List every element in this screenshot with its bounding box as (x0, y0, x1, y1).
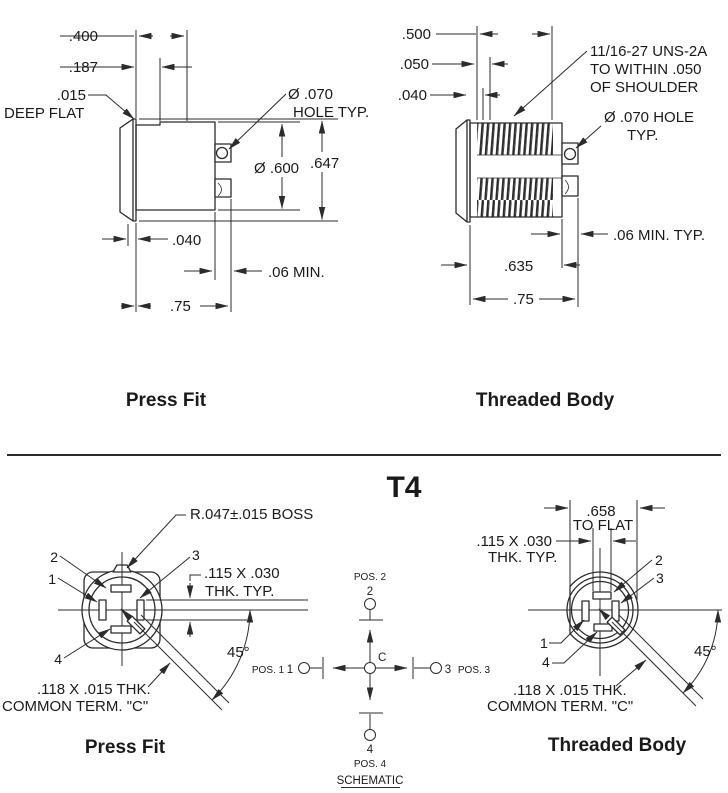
thread-note-3: OF SHOULDER (590, 79, 699, 96)
deep-flat-label: DEEP FLAT (4, 105, 85, 122)
thk-note-2: THK. TYP. (488, 549, 558, 566)
common-note-1: .118 X .015 THK. (513, 682, 627, 699)
dim-187: .187 (68, 59, 98, 76)
term-2-label: 2 (366, 586, 374, 598)
terminal-hole (565, 149, 576, 160)
common-note-2: COMMON TERM. "C" (2, 698, 149, 715)
pos-3-label: POS. 3 (457, 665, 491, 676)
pin-2-slot (111, 585, 131, 592)
terminal-lower (562, 176, 578, 196)
thread-note-1: 11/16-27 UNS-2A (590, 43, 708, 60)
dim-400: .400 (68, 28, 98, 45)
pos-4-label: POS. 4 (353, 759, 387, 770)
dim-06min-typ: .06 MIN. TYP. (613, 227, 705, 244)
common-label: C (378, 652, 387, 664)
to-flat-1: .658 (586, 503, 616, 520)
press-fit-front-title: Press Fit (84, 737, 166, 758)
pin-label-1: 1 (48, 571, 56, 587)
pos-1-label: POS. 1 (251, 665, 285, 676)
pin-label-3: 3 (656, 570, 664, 586)
pin-label-2: 2 (50, 549, 58, 565)
dim-040: .040 (397, 87, 427, 104)
dim-75: .75 (513, 291, 534, 308)
dim-015: .015 (56, 87, 86, 104)
dim-040: .040 (172, 232, 202, 249)
pos-2-label: POS. 2 (353, 572, 387, 583)
angle-label: 45° (694, 643, 717, 660)
dim-050: .050 (399, 56, 429, 73)
term-4-label: 4 (366, 744, 374, 756)
thread-band-upper (477, 123, 553, 155)
dim-500: .500 (401, 26, 431, 43)
threaded-side-title: Threaded Body (475, 390, 615, 411)
thk-note-2: THK. TYP. (205, 583, 275, 600)
dim-06min: .06 MIN. (268, 264, 325, 281)
term-3-label: 3 (444, 664, 452, 676)
hole-typ-label: HOLE TYP. (293, 104, 370, 121)
term-1-label: 1 (286, 664, 294, 676)
dim-635: .635 (504, 258, 534, 275)
press-fit-side-title: Press Fit (125, 390, 207, 411)
common-note-1: .118 X .015 THK. (37, 681, 151, 698)
hole-note-2: TYP. (627, 127, 659, 144)
boss-note: R.047±.015 BOSS (190, 506, 314, 523)
terminal-hole (217, 148, 228, 159)
thk-note-1: .115 X .030 (476, 533, 552, 550)
pin-label-2: 2 (655, 552, 663, 568)
schematic-caption: SCHEMATIC (336, 775, 404, 787)
pin-4-slot (111, 626, 131, 633)
pin-label-4: 4 (542, 654, 550, 670)
pin-label-1: 1 (540, 635, 548, 651)
pin-1-slot (582, 601, 589, 621)
pin-1-slot (99, 600, 106, 620)
dim-647: .647 (310, 155, 340, 172)
dim-600: Ø .600 (254, 160, 300, 177)
dim-75: .75 (170, 298, 191, 315)
section-title: T4 (386, 471, 422, 504)
threaded-front-title: Threaded Body (547, 735, 687, 756)
hole-note-1: Ø .070 HOLE (604, 109, 695, 126)
pin-label-4: 4 (54, 651, 62, 667)
hole-dia-label: Ø .070 (288, 86, 334, 103)
pin-label-3: 3 (192, 547, 200, 563)
to-flat-2: TO FLAT (572, 517, 634, 534)
angle-label: 45° (227, 644, 250, 661)
terminal-lower (215, 179, 231, 197)
pin-2-slot (593, 592, 611, 599)
common-note-2: COMMON TERM. "C" (487, 698, 634, 715)
thk-note-1: .115 X .030 (204, 565, 280, 582)
thread-note-2: TO WITHIN .050 (590, 61, 702, 78)
thread-band-lower (477, 178, 553, 217)
